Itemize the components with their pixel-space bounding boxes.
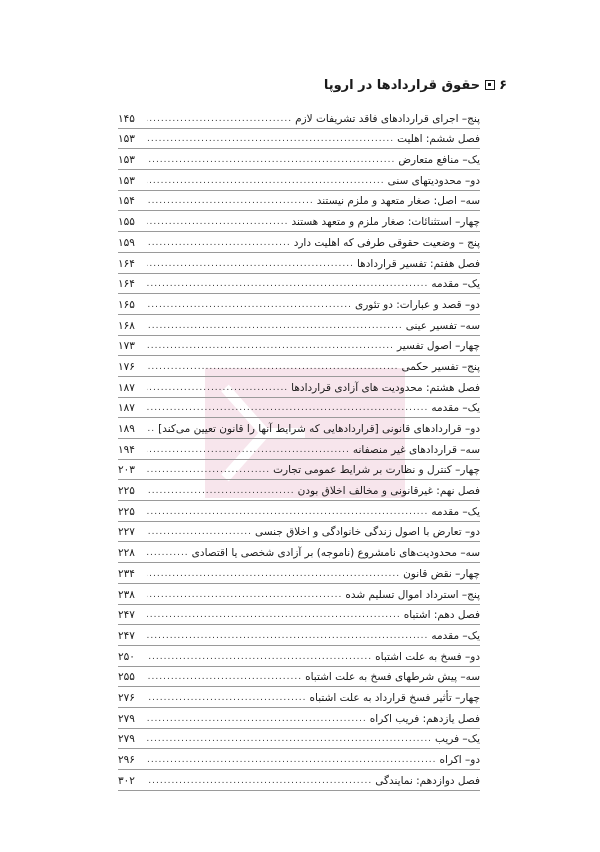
toc-entry-title: یک– مقدمه xyxy=(431,278,480,291)
toc-section-row xyxy=(118,149,480,170)
square-ornament-icon xyxy=(485,80,495,90)
running-header xyxy=(93,76,507,94)
toc-section-row xyxy=(118,191,480,212)
toc-section-row xyxy=(118,336,480,357)
toc-entry-title: دو– قراردادهای قانونی [قراردادهایی که شرایط آنها را قانون تعیین می‌کند] xyxy=(158,423,480,435)
toc-entry-page: ۲۳۸ xyxy=(118,588,135,601)
toc-entry-title: سه– قراردادهای غیر منصفانه xyxy=(352,443,480,456)
toc-leader-dots xyxy=(147,652,372,662)
toc-leader-dots xyxy=(147,341,394,351)
toc-leader-dots xyxy=(147,755,437,765)
toc-entry-title: دو– تعارض با اصول زندگی خانوادگی و اخلاق جنسی xyxy=(255,526,480,539)
toc-section-row xyxy=(118,667,480,688)
toc-section-row xyxy=(118,501,480,522)
toc-entry-page: ۳۰۲ xyxy=(118,774,135,787)
toc-entry-title: چهار– تأثیر فسخ قرارداد به علت اشتباه xyxy=(309,691,480,704)
toc-entry-title: فصل ششم: اهلیت xyxy=(397,133,480,146)
toc-entry-title: فصل یازدهم: فریب اکراه xyxy=(369,712,480,725)
toc-section-row xyxy=(118,211,480,232)
toc-chapter-row xyxy=(118,605,480,626)
toc-leader-dots xyxy=(147,114,292,124)
toc-entry-title: چهار– کنترل و نظارت بر شرایط عمومی تجارت xyxy=(273,464,480,477)
toc-entry-page: ۱۸۹ xyxy=(118,423,135,435)
toc-entry-page: ۱۵۹ xyxy=(118,236,135,249)
toc-entry-title: دو– قصد و عبارات: دو تئوری xyxy=(355,298,480,311)
toc-section-row xyxy=(118,232,480,253)
toc-chapter-row xyxy=(118,480,480,501)
toc-section-row xyxy=(118,418,480,439)
toc-section-row xyxy=(118,522,480,543)
toc-leader-dots xyxy=(147,527,252,537)
toc-entry-page: ۲۵۵ xyxy=(118,671,135,684)
toc-section-row xyxy=(118,749,480,770)
toc-entry-page: ۲۵۰ xyxy=(118,650,135,663)
toc-section-row xyxy=(118,356,480,377)
toc-entry-page: ۱۵۳ xyxy=(118,133,135,146)
toc-entry-page: ۱۹۴ xyxy=(118,443,135,456)
toc-entry-page: ۱۵۵ xyxy=(118,216,135,229)
toc-entry-title: چهار– استثنائات: صغار ملزم و متعهد هستند xyxy=(291,216,480,229)
toc-leader-dots xyxy=(147,548,189,558)
toc-entry-title: پنج– اجرای قراردادهای فاقد تشریفات لازم xyxy=(295,112,480,125)
toc-leader-dots xyxy=(147,300,352,310)
toc-leader-dots xyxy=(147,569,400,579)
toc-entry-page: ۲۴۷ xyxy=(118,609,135,622)
toc-entry-page: ۲۲۸ xyxy=(118,547,135,560)
toc-entry-title: فصل دهم: اشتباه xyxy=(403,609,480,622)
toc-entry-page: ۲۷۹ xyxy=(118,733,135,746)
toc-entry-title: پنج – وضعیت حقوقی طرفی که اهلیت دارد xyxy=(293,236,480,249)
toc-section-row xyxy=(118,274,480,295)
toc-leader-dots xyxy=(147,383,288,393)
toc-entry-page: ۲۷۹ xyxy=(118,712,135,725)
toc-leader-dots xyxy=(147,465,270,475)
toc-entry-title: فصل هفتم: تفسیر قراردادها xyxy=(356,257,480,270)
toc-entry-page: ۲۳۴ xyxy=(118,567,135,580)
toc-section-row xyxy=(118,170,480,191)
toc-chapter-row xyxy=(118,253,480,274)
toc-section-row xyxy=(118,398,480,419)
toc-leader-dots xyxy=(147,714,367,724)
toc-entry-page: ۲۲۷ xyxy=(118,526,135,539)
toc-section-row xyxy=(118,646,480,667)
toc-leader-dots xyxy=(147,155,395,165)
toc-leader-dots xyxy=(147,693,307,703)
toc-leader-dots xyxy=(147,259,354,269)
toc-entry-page: ۱۷۳ xyxy=(118,340,135,353)
toc-leader-dots xyxy=(147,672,302,682)
toc-entry-page: ۲۹۶ xyxy=(118,754,135,766)
toc-entry-title: سه– پیش شرطهای فسخ به علت اشتباه xyxy=(305,671,480,684)
toc-section-row xyxy=(118,108,480,129)
toc-leader-dots xyxy=(147,196,314,206)
toc-entry-title: فصل دوازدهم: نمایندگی xyxy=(375,774,480,787)
toc-entry-title: چهار– نقض قانون xyxy=(403,567,480,580)
toc-entry-page: ۱۸۷ xyxy=(118,402,135,415)
toc-entry-title: سه– محدودیت‌های نامشروع (ناموجه) بر آزادی شخصی یا اقتصادی xyxy=(191,547,480,560)
toc-section-row xyxy=(118,542,480,563)
toc-leader-dots xyxy=(147,362,399,372)
toc-entry-page: ۱۵۳ xyxy=(118,174,135,187)
toc-entry-title: فصل هشتم: محدودیت های آزادی قراردادها xyxy=(291,381,480,394)
toc-entry-title: فصل نهم: غیرقانونی و مخالف اخلاق بودن xyxy=(297,485,480,498)
toc-entry-page: ۲۴۷ xyxy=(118,629,135,642)
toc-entry-title: یک– منافع متعارض xyxy=(398,154,480,167)
toc-chapter-row xyxy=(118,377,480,398)
book-title: حقوق قراردادها در اروپا xyxy=(323,77,481,93)
toc-entry-page: ۱۶۴ xyxy=(118,278,135,291)
toc-entry-page: ۲۷۶ xyxy=(118,691,135,704)
toc-entry-page: ۱۴۵ xyxy=(118,112,135,125)
toc-entry-title: یک– فریب xyxy=(435,733,480,746)
toc-leader-dots xyxy=(147,403,428,413)
toc-entry-page: ۲۲۵ xyxy=(118,485,135,498)
toc-entry-page: ۱۵۳ xyxy=(118,154,135,167)
toc-entry-page: ۱۶۸ xyxy=(118,319,135,332)
toc-leader-dots xyxy=(147,217,288,227)
toc-chapter-row xyxy=(118,708,480,729)
toc-entry-title: چهار– اصول تفسیر xyxy=(397,340,480,353)
toc-leader-dots xyxy=(147,238,291,248)
toc-entry-page: ۱۵۴ xyxy=(118,195,135,208)
toc-leader-dots xyxy=(147,610,401,620)
toc-entry-title: دو– محدودیتهای سنی xyxy=(387,174,480,187)
toc-entry-title: دو– اکراه xyxy=(439,754,480,766)
toc-section-row xyxy=(118,439,480,460)
toc-entry-title: یک– مقدمه xyxy=(431,629,480,642)
toc-leader-dots xyxy=(147,486,295,496)
toc-section-row xyxy=(118,460,480,481)
toc-leader-dots xyxy=(147,321,403,331)
toc-chapter-row xyxy=(118,129,480,150)
toc-leader-dots xyxy=(147,507,428,517)
toc-leader-dots xyxy=(147,734,432,744)
toc-entry-page: ۱۶۵ xyxy=(118,298,135,311)
toc-entry-page: ۱۶۴ xyxy=(118,257,135,270)
toc-entry-title: پنج– تفسیر حکمی xyxy=(401,360,480,373)
toc-entry-title: پنج– استرداد اموال تسلیم شده xyxy=(345,588,480,601)
page-number: ۶ xyxy=(499,77,507,93)
toc-entry-title: دو– فسخ به علت اشتباه xyxy=(375,650,480,663)
toc-section-row xyxy=(118,294,480,315)
toc-entry-page: ۲۰۳ xyxy=(118,464,135,477)
toc-leader-dots xyxy=(147,176,385,186)
toc-entry-page: ۱۷۶ xyxy=(118,360,135,373)
toc-entry-title: یک– مقدمه xyxy=(431,402,480,415)
table-of-contents xyxy=(118,108,480,791)
toc-entry-title: سه– اصل: صغار متعهد و ملزم نیستند xyxy=(316,195,480,208)
toc-entry-title: یک– مقدمه xyxy=(431,505,480,518)
toc-entry-page: ۲۲۵ xyxy=(118,505,135,518)
toc-section-row xyxy=(118,625,480,646)
toc-section-row xyxy=(118,729,480,750)
toc-chapter-row xyxy=(118,770,480,791)
toc-leader-dots xyxy=(147,776,372,786)
toc-leader-dots xyxy=(147,134,394,144)
toc-section-row xyxy=(118,687,480,708)
toc-leader-dots xyxy=(147,279,428,289)
toc-entry-title: سه– تفسیر عینی xyxy=(405,319,480,332)
toc-leader-dots xyxy=(147,590,342,600)
toc-leader-dots xyxy=(147,445,350,455)
toc-section-row xyxy=(118,584,480,605)
toc-section-row xyxy=(118,315,480,336)
toc-leader-dots xyxy=(147,631,428,641)
toc-entry-page: ۱۸۷ xyxy=(118,381,135,394)
toc-leader-dots xyxy=(147,424,155,434)
toc-section-row xyxy=(118,563,480,584)
